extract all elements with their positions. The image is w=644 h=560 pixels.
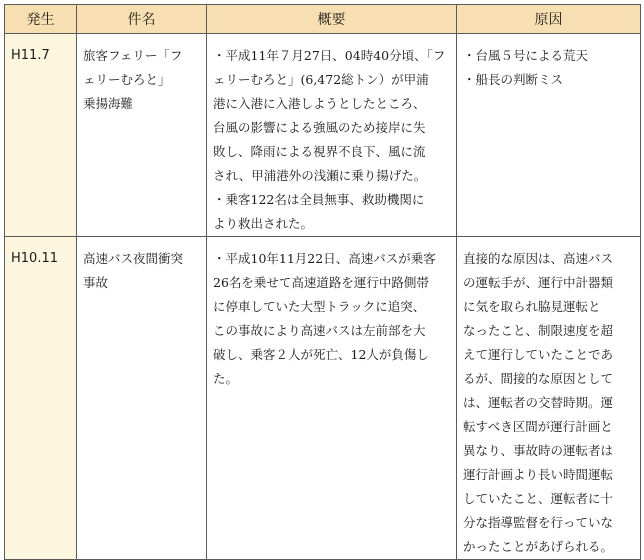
incident-name-line: 高速バス夜間衝突 [83, 251, 184, 266]
occurrence-date-cell [5, 237, 77, 560]
cause-line: 異なり、事故時の運転者は [463, 443, 614, 458]
cause-line: は、運転者の交替時期。運 [463, 395, 614, 410]
table-header-row [5, 5, 641, 34]
summary-cell [207, 237, 457, 560]
cause-line: していたこと、運転者に十 [463, 491, 614, 506]
table-row [5, 34, 641, 237]
cause-line: かったことがあげられる。 [463, 539, 614, 554]
summary-line: た。 [213, 371, 239, 386]
header-summary: 概要 [207, 5, 457, 34]
cause-line: るが、間接的な原因として [463, 371, 614, 386]
summary-line: より救出された。 [213, 216, 314, 231]
summary-line: 26名を乗せて高速道路を運行中路側帯 [213, 275, 429, 290]
summary-line: 破し、乗客２人が死亡、12人が負傷し [213, 347, 429, 362]
summary-cell [207, 34, 457, 237]
incident-name-line: ェリーむろと」 [83, 72, 171, 87]
table-row [5, 237, 641, 560]
incident-name-cell [77, 34, 207, 237]
header-cause: 原因 [457, 5, 641, 34]
header-incident-name: 件名 [77, 5, 207, 34]
cause-line: 転すべき区間が運行計画と [463, 419, 613, 434]
cause-line: えて運行していたことであ [463, 347, 614, 362]
summary-line: ・平成10年11月22日、高速バスが乗客 [213, 251, 436, 266]
cause-line: なったこと、制限速度を超 [463, 323, 614, 338]
occurrence-date: H10.11 [11, 251, 58, 266]
occurrence-date-cell [5, 34, 77, 237]
summary-line: この事故により高速バスは左前部を大 [213, 323, 426, 338]
cause-line: ・台風５号による荒天 [463, 48, 589, 63]
incident-name-line: 乗揚海難 [83, 96, 134, 111]
cause-cell [457, 237, 641, 560]
incident-table [4, 4, 641, 560]
cause-line: の運転手が、運行中計器類 [463, 275, 614, 290]
summary-line: ・平成11年７月27日、04時40分頃、「フ [213, 48, 446, 63]
incident-name-cell [77, 237, 207, 560]
summary-line: ェリーむろと」(6,472総トン）が甲浦 [213, 72, 429, 87]
header-occurrence: 発生 [5, 5, 77, 34]
incident-name-line: 旅客フェリー「フ [83, 48, 183, 63]
occurrence-date: H11.7 [11, 48, 50, 63]
summary-line: 台風の影響による強風のため接岸に失 [213, 120, 426, 135]
summary-line: に停車していた大型トラックに追突、 [213, 299, 426, 314]
cause-line: ・船長の判断ミス [463, 72, 564, 87]
cause-line: 直接的な原因は、高速バス [463, 251, 614, 266]
summary-line: され、甲浦港外の浅瀬に乗り揚げた。 [213, 168, 427, 183]
cause-cell [457, 34, 641, 237]
cause-line: 運行計画より長い時間運転 [463, 467, 614, 482]
incident-name-line: 事故 [83, 275, 109, 290]
summary-line: ・乗客122名は全員無事、救助機関に [213, 192, 425, 207]
cause-line: に気を取られ脇見運転と [463, 299, 601, 314]
cause-line: 分な指導監督を行っていな [463, 515, 614, 530]
summary-line: 敗し、降雨による視界不良下、風に流 [213, 144, 426, 159]
summary-line: 港に入港に入港しようとしたところ、 [213, 96, 426, 111]
